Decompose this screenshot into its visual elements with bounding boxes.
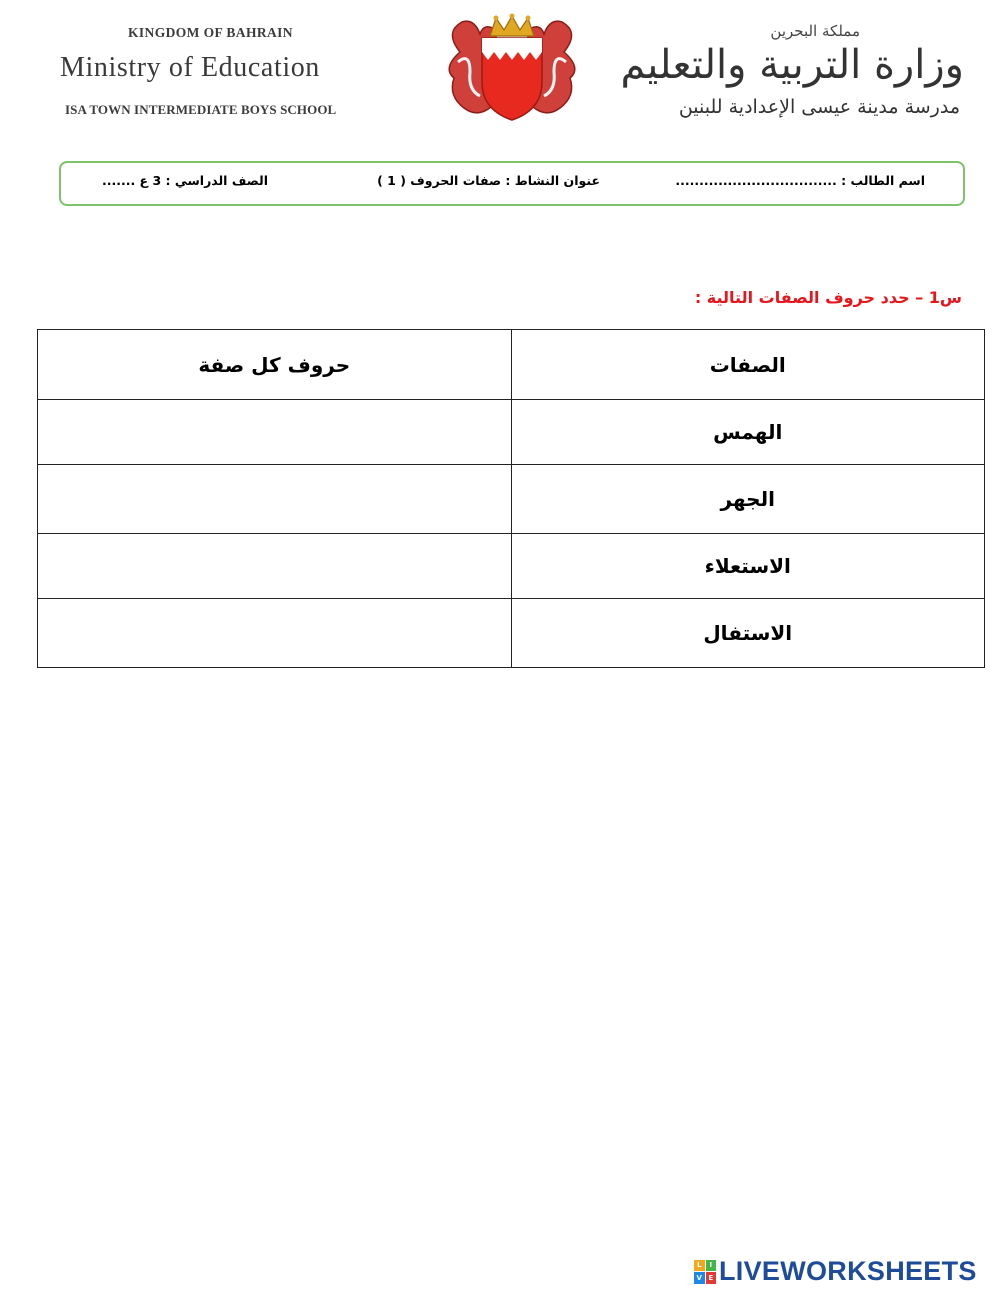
table-row xyxy=(38,534,985,599)
header-ministry-ar: وزارة التربية والتعليم xyxy=(620,42,964,88)
trait-cell: الاستفال xyxy=(511,599,985,668)
answer-cell[interactable] xyxy=(38,400,512,465)
question-1: س1 – حدد حروف الصفات التالية : xyxy=(694,288,962,307)
answer-cell[interactable] xyxy=(38,599,512,668)
answer-cell[interactable] xyxy=(38,465,512,534)
header-kingdom-ar: مملكة البحرين xyxy=(770,22,860,40)
table-row xyxy=(38,599,985,668)
header-school-ar: مدرسة مدينة عيسى الإعدادية للبنين xyxy=(678,96,960,118)
table-row xyxy=(38,400,985,465)
trait-cell: الاستعلاء xyxy=(511,534,985,599)
header-ministry-en: Ministry of Education xyxy=(60,52,320,83)
liveworksheets-wordmark: LIVEWORKSHEETS xyxy=(719,1256,977,1286)
table-row xyxy=(38,465,985,534)
student-name-field[interactable]: اسم الطالب : .................................. xyxy=(675,173,925,188)
header-letters: حروف كل صفة xyxy=(38,330,512,400)
traits-table xyxy=(37,329,985,668)
liveworksheets-mark-icon: L I V E xyxy=(694,1260,716,1284)
header-kingdom-en: KINGDOM OF BAHRAIN xyxy=(128,25,293,40)
liveworksheets-logo xyxy=(694,1256,977,1287)
bahrain-emblem-icon xyxy=(440,12,584,124)
answer-cell[interactable] xyxy=(38,534,512,599)
header-school-en: ISA TOWN INTERMEDIATE BOYS SCHOOL xyxy=(65,102,337,117)
header-traits: الصفات xyxy=(511,330,985,400)
table-header-row xyxy=(38,330,985,400)
activity-title: عنوان النشاط : صفات الحروف ( 1 ) xyxy=(377,173,600,188)
trait-cell: الجهر xyxy=(511,465,985,534)
grade-field: الصف الدراسي : 3 ع ....... xyxy=(101,173,268,188)
trait-cell: الهمس xyxy=(511,400,985,465)
